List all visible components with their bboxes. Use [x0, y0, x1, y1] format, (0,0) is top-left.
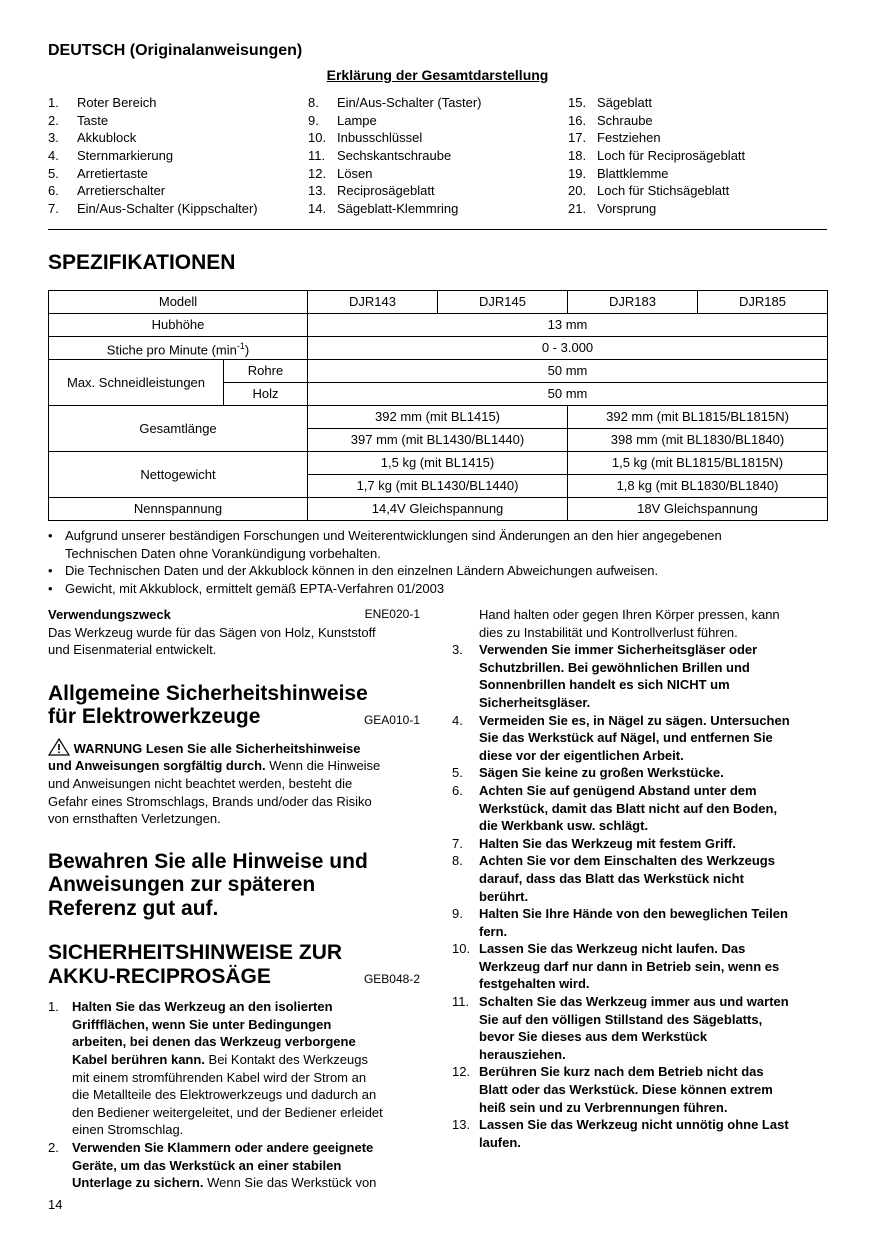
item-text — [479, 712, 790, 765]
item-number: 4. — [452, 712, 463, 728]
list-item — [452, 1063, 830, 1116]
item-number: 9. — [452, 906, 463, 922]
intended-use-line: und Eisenmaterial entwickelt. — [48, 642, 217, 658]
continued-line: dies zu Instabilität und Kontrollverlust führen. — [479, 624, 738, 640]
overview-item — [308, 94, 482, 112]
item-line: Wenn Sie das Werkstück von — [203, 1175, 377, 1191]
reciprosaw-heading-line: SICHERHEITSHINWEISE ZUR — [48, 941, 343, 965]
item-bold-line: Schalten Sie das Werkzeug immer aus und warten — [479, 994, 789, 1010]
item-text — [479, 993, 789, 1063]
warning-triangle-icon — [48, 738, 70, 756]
overview-item-label: Loch für Stichsägeblatt — [597, 183, 730, 199]
item-text — [479, 764, 724, 782]
section-divider — [48, 229, 827, 230]
weight-14v-a: 1,5 kg (mit BL1415) — [308, 452, 568, 475]
page-number: 14 — [48, 1197, 63, 1212]
overview-item-number: 8. — [308, 95, 319, 110]
table-row — [49, 406, 828, 429]
overview-item-number: 2. — [48, 112, 59, 128]
table-row — [49, 314, 828, 337]
overview-item-label: Reciprosägeblatt — [337, 183, 435, 199]
intended-use-code: ENE020-1 — [364, 607, 420, 621]
overview-item-label: Lösen — [337, 165, 373, 181]
model-cell: DJR185 — [698, 291, 828, 314]
continued-line: Hand halten oder gegen Ihren Körper pressen, kann — [479, 607, 780, 622]
table-row — [49, 360, 828, 383]
item-bold-line: Geräte, um das Werkstück an einer stabilen — [72, 1157, 342, 1173]
overview-column-3 — [568, 94, 745, 218]
spm-label-close: ) — [244, 341, 250, 357]
list-item — [452, 852, 830, 905]
table-row — [49, 291, 828, 314]
overview-item — [308, 182, 482, 200]
overview-item-number: 1. — [48, 95, 59, 110]
item-bold-line: heiß sein und zu Verbrennungen führen. — [479, 1099, 728, 1115]
overview-item-label: Inbusschlüssel — [337, 130, 423, 146]
item-line: Bei Kontakt des Werkzeugs — [204, 1052, 368, 1068]
item-bold-line: Werkzeug darf nur dann in Betrieb sein, wenn es — [479, 958, 780, 974]
list-item — [48, 998, 420, 1139]
overview-item-number: 13. — [308, 183, 327, 199]
list-item — [452, 993, 830, 1063]
spm-label-sup: -1 — [236, 340, 245, 351]
item-number: 7. — [452, 835, 463, 851]
reciprosaw-safety-code: GEB048-2 — [363, 972, 420, 987]
safety-list — [452, 641, 830, 1151]
overview-item-label: Sternmarkierung — [77, 148, 174, 164]
general-safety-heading: Allgemeine Sicherheitshinweise — [48, 681, 368, 705]
overview-item-number: 10. — [308, 130, 327, 146]
intended-use-title: Verwendungszweck — [48, 607, 171, 622]
stroke-label: Hubhöhe — [49, 314, 308, 337]
overview-item-label: Roter Bereich — [77, 95, 157, 110]
item-bold-line: Schutzbrillen. Bei gewöhnlichen Brillen und — [479, 659, 750, 675]
overview-title-text: Erklärung der Gesamtdarstellung — [326, 67, 549, 83]
model-label: Modell — [49, 291, 308, 314]
overview-item — [308, 112, 482, 130]
item-bold-line: Halten Sie das Werkzeug mit festem Griff. — [479, 835, 736, 851]
item-bold-line: Lassen Sie das Werkzeug nicht laufen. Das — [479, 941, 746, 957]
overview-item — [568, 165, 745, 183]
overview-item — [48, 182, 258, 200]
overview-item-label: Ein/Aus-Schalter (Taster) — [337, 95, 482, 110]
item-bold-line: Verwenden Sie immer Sicherheitsgläser oder — [479, 642, 758, 658]
overview-item-label: Sägeblatt-Klemmring — [337, 201, 459, 217]
overview-item-number: 5. — [48, 165, 59, 181]
specifications-table — [48, 290, 828, 521]
model-cell: DJR143 — [308, 291, 438, 314]
overview-item-number: 21. — [568, 201, 587, 217]
cutting-capacity-label: Max. Schneidleistungen — [49, 360, 224, 406]
reciprosaw-heading-row — [48, 965, 420, 989]
overview-column-2 — [308, 94, 482, 218]
overview-item-number: 3. — [48, 130, 59, 146]
item-number: 10. — [452, 941, 471, 957]
list-item — [452, 782, 830, 835]
item-text — [479, 835, 736, 853]
overview-item — [308, 165, 482, 183]
keep-instructions-heading — [48, 850, 420, 921]
overview-item-label: Vorsprung — [597, 201, 657, 217]
overview-item — [568, 129, 745, 147]
item-bold-line: herausziehen. — [479, 1046, 566, 1062]
overview-item — [308, 129, 482, 147]
spec-notes — [48, 527, 828, 597]
bullet: • — [48, 563, 53, 579]
overview-item-number: 17. — [568, 130, 587, 146]
table-row — [49, 498, 828, 521]
item-bold-line: Sonnenbrillen handelt es sich NICHT um — [479, 677, 730, 693]
item-bold-line: laufen. — [479, 1134, 521, 1150]
item-number: 13. — [452, 1117, 471, 1133]
warning-line: und Anweisungen nicht beachtet werden, besteht die — [48, 775, 353, 791]
overview-item-number: 14. — [308, 201, 327, 217]
note-line: Technischen Daten ohne Vorankündigung vorbehalten. — [65, 545, 381, 561]
wood-value: 50 mm — [308, 383, 828, 406]
warning-line: von ernsthaften Verletzungen. — [48, 811, 221, 827]
item-bold-line: Lassen Sie das Werkzeug nicht unnötig ohne Last — [479, 1117, 789, 1133]
weight-14v-b: 1,7 kg (mit BL1430/BL1440) — [308, 475, 568, 498]
item-bold-line: die Werkbank usw. schlägt. — [479, 818, 649, 834]
general-safety-code: GEA010-1 — [363, 712, 420, 727]
overview-item-label: Sägeblatt — [597, 95, 652, 110]
spm-value: 0 - 3.000 — [308, 337, 828, 360]
item-line: mit einem stromführenden Kabel wird der Strom an — [72, 1069, 367, 1085]
length-14v-a: 392 mm (mit BL1415) — [308, 406, 568, 429]
overview-item-number: 11. — [308, 148, 326, 164]
warning-text: Wenn die Hinweise — [265, 758, 381, 774]
item-number: 1. — [48, 999, 59, 1015]
item-bold-line: Halten Sie Ihre Hände von den beweglichen Teilen — [479, 906, 788, 922]
item-number: 3. — [452, 642, 463, 658]
overview-item-number: 20. — [568, 183, 587, 199]
item-bold-line: diese vor der eigentlichen Arbeit. — [479, 747, 684, 763]
list-item — [48, 1139, 420, 1192]
item-bold-line: Vermeiden Sie es, in Nägel zu sägen. Untersuchen — [479, 712, 790, 728]
weight-18v-a: 1,5 kg (mit BL1815/BL1815N) — [568, 452, 828, 475]
item-bold-line: berührt. — [479, 888, 529, 904]
warning-block — [48, 738, 420, 828]
warning-line — [48, 738, 420, 758]
warning-bold-text: und Anweisungen sorgfältig durch. — [48, 758, 266, 774]
note-text: Gewicht, mit Akkublock, ermittelt gemäß EPTA-Verfahren 01/2003 — [65, 580, 445, 596]
item-bold-line: Berühren Sie kurz nach dem Betrieb nicht das — [479, 1064, 764, 1080]
reciprosaw-safety-heading — [48, 941, 420, 988]
wood-label: Holz — [224, 383, 308, 406]
item-number: 8. — [452, 853, 463, 869]
overview-item-number: 7. — [48, 201, 59, 217]
overview-item — [48, 200, 258, 218]
voltage-label: Nennspannung — [49, 498, 308, 521]
note-text — [65, 527, 722, 562]
model-cell: DJR183 — [568, 291, 698, 314]
length-14v-b: 397 mm (mit BL1430/BL1440) — [308, 429, 568, 452]
keep-instructions-line: Bewahren Sie alle Hinweise und — [48, 849, 368, 873]
item-text — [479, 782, 777, 835]
continued-text — [452, 606, 830, 641]
item-line: die Metallteile des Elektrowerkzeugs und dadurch an — [72, 1087, 377, 1103]
list-item — [452, 835, 830, 853]
keep-instructions-line: Referenz gut auf. — [48, 896, 219, 920]
bullet: • — [48, 580, 53, 596]
voltage-18v: 18V Gleichspannung — [568, 498, 828, 521]
overview-item-label: Lampe — [337, 112, 377, 128]
list-item — [452, 905, 830, 940]
overview-item-label: Arretierschalter — [77, 183, 166, 199]
item-text — [479, 852, 775, 905]
item-number: 5. — [452, 765, 463, 781]
list-item — [452, 764, 830, 782]
overview-item — [568, 112, 745, 130]
item-bold-line: fern. — [479, 923, 508, 939]
item-bold-line: darauf, dass das Blatt das Werkstück nicht — [479, 870, 744, 886]
overview-item-label: Festziehen — [597, 130, 661, 146]
item-line: den Bediener weitergeleitet, und der Bediener erleidet — [72, 1104, 383, 1120]
note-item — [48, 562, 828, 580]
overview-item — [568, 94, 745, 112]
list-item — [452, 940, 830, 993]
note-line: Aufgrund unserer beständigen Forschungen und Weiterentwicklungen sind Änderungen an den hier angegebenen — [65, 528, 722, 543]
overview-column-1 — [48, 94, 258, 218]
item-number: 2. — [48, 1140, 59, 1155]
intended-use-header — [48, 606, 420, 624]
page-title: DEUTSCH (Originalanweisungen) — [48, 42, 303, 59]
bullet: • — [48, 528, 53, 543]
overview-item — [48, 129, 258, 147]
general-safety-heading-line2: für Elektrowerkzeuge — [48, 705, 261, 729]
reciprosaw-heading-line2: AKKU-RECIPROSÄGE — [48, 964, 271, 988]
length-18v-b: 398 mm (mit BL1830/BL1840) — [568, 429, 828, 452]
overview-title — [0, 67, 875, 85]
item-bold-line: Achten Sie auf genügend Abstand unter dem — [479, 782, 757, 798]
length-18v-a: 392 mm (mit BL1815/BL1815N) — [568, 406, 828, 429]
overview-item — [568, 182, 745, 200]
item-text — [72, 998, 383, 1139]
item-number: 11. — [452, 994, 470, 1010]
item-bold-line: Blatt oder das Werkstück. Diese können extrem — [479, 1082, 773, 1098]
item-bold-line: Sicherheitsgläser. — [479, 694, 591, 710]
note-item — [48, 527, 828, 562]
voltage-14v: 14,4V Gleichspannung — [308, 498, 568, 521]
overview-item — [308, 200, 482, 218]
overview-item-number: 4. — [48, 148, 59, 164]
right-column — [452, 606, 830, 1151]
item-text — [72, 1139, 376, 1192]
overview-item — [48, 94, 258, 112]
item-text — [479, 641, 757, 711]
item-number: 12. — [452, 1064, 471, 1080]
overview-item — [568, 147, 745, 165]
item-bold-line: Sägen Sie keine zu großen Werkstücke. — [479, 765, 724, 781]
item-bold-line: Halten Sie das Werkzeug an den isolierten — [72, 999, 333, 1015]
overview-item — [48, 165, 258, 183]
list-item — [452, 1116, 830, 1151]
item-bold-line: Unterlage zu sichern. — [72, 1175, 204, 1191]
item-number: 6. — [452, 782, 463, 798]
general-safety-heading-row — [48, 705, 420, 729]
overview-item — [48, 112, 258, 130]
item-text — [479, 905, 788, 940]
item-bold-line: Sie auf den völligen Stillstand des Sägeblatts, — [479, 1011, 763, 1027]
table-row — [49, 452, 828, 475]
overview-item-label: Blattklemme — [597, 165, 669, 181]
intended-use-line: Das Werkzeug wurde für das Sägen von Holz, Kunststoff — [48, 624, 376, 640]
warning-line: Gefahr eines Stromschlags, Brands und/oder das Risiko — [48, 793, 372, 809]
overview-item-number: 19. — [568, 165, 587, 181]
item-bold-line: Griffflächen, wenn Sie unter Bedingungen — [72, 1016, 332, 1032]
item-bold-line: Kabel berühren kann. — [72, 1052, 205, 1068]
overview-item-number: 15. — [568, 95, 587, 110]
weight-18v-b: 1,8 kg (mit BL1830/BL1840) — [568, 475, 828, 498]
overview-item-label: Akkublock — [77, 130, 137, 146]
overview-item-number: 16. — [568, 112, 587, 128]
item-bold-line: arbeiten, bei denen das Werkzeug verborgene — [72, 1034, 356, 1050]
spm-label-text: Stiche pro Minute (min — [106, 341, 237, 357]
warning-bold-text: WARNUNG Lesen Sie alle Sicherheitshinweise — [73, 740, 361, 756]
length-label: Gesamtlänge — [49, 406, 308, 452]
overview-item-number: 12. — [308, 165, 327, 181]
warning-line — [48, 757, 420, 775]
item-bold-line: Achten Sie vor dem Einschalten des Werkzeugs — [479, 853, 775, 869]
item-bold-line: Verwenden Sie Klammern oder andere geeignete — [72, 1140, 374, 1155]
overview-item — [48, 147, 258, 165]
overview-item-label: Schraube — [597, 112, 653, 128]
note-text: Die Technischen Daten und der Akkublock können in den einzelnen Ländern Abweichungen aufweisen. — [65, 563, 659, 579]
table-row — [49, 337, 828, 360]
item-line: einen Stromschlag. — [72, 1122, 184, 1138]
stroke-value: 13 mm — [308, 314, 828, 337]
item-bold-line: festgehalten wird. — [479, 976, 590, 992]
spm-label — [49, 337, 308, 360]
item-text — [479, 940, 779, 993]
note-item — [48, 580, 828, 598]
item-bold-line: bevor Sie dieses aus dem Werkstück — [479, 1029, 708, 1045]
pipe-label: Rohre — [224, 360, 308, 383]
pipe-value: 50 mm — [308, 360, 828, 383]
overview-item-label: Arretiertaste — [77, 165, 148, 181]
overview-item-number: 9. — [308, 112, 319, 128]
overview-item-number: 6. — [48, 183, 59, 199]
list-item — [452, 641, 830, 711]
keep-instructions-line: Anweisungen zur späteren — [48, 873, 316, 897]
left-column — [48, 606, 420, 1192]
overview-item-number: 18. — [568, 148, 587, 164]
overview-item-label: Taste — [77, 112, 109, 128]
overview-item-label: Sechskantschraube — [337, 148, 452, 164]
overview-item-label: Loch für Reciprosägeblatt — [597, 148, 746, 164]
list-item — [452, 712, 830, 765]
overview-item — [308, 147, 482, 165]
item-bold-line: Sie das Werkstück auf Nägel, und entfernen Sie — [479, 730, 773, 746]
specifications-heading: SPEZIFIKATIONEN — [48, 251, 236, 274]
overview-item-label: Ein/Aus-Schalter (Kippschalter) — [77, 201, 258, 217]
model-cell: DJR145 — [438, 291, 568, 314]
overview-item — [568, 200, 745, 218]
weight-label: Nettogewicht — [49, 452, 308, 498]
item-text — [479, 1116, 789, 1151]
item-text — [479, 1063, 773, 1116]
item-bold-line: Werkstück, damit das Blatt nicht auf den Boden, — [479, 800, 778, 816]
